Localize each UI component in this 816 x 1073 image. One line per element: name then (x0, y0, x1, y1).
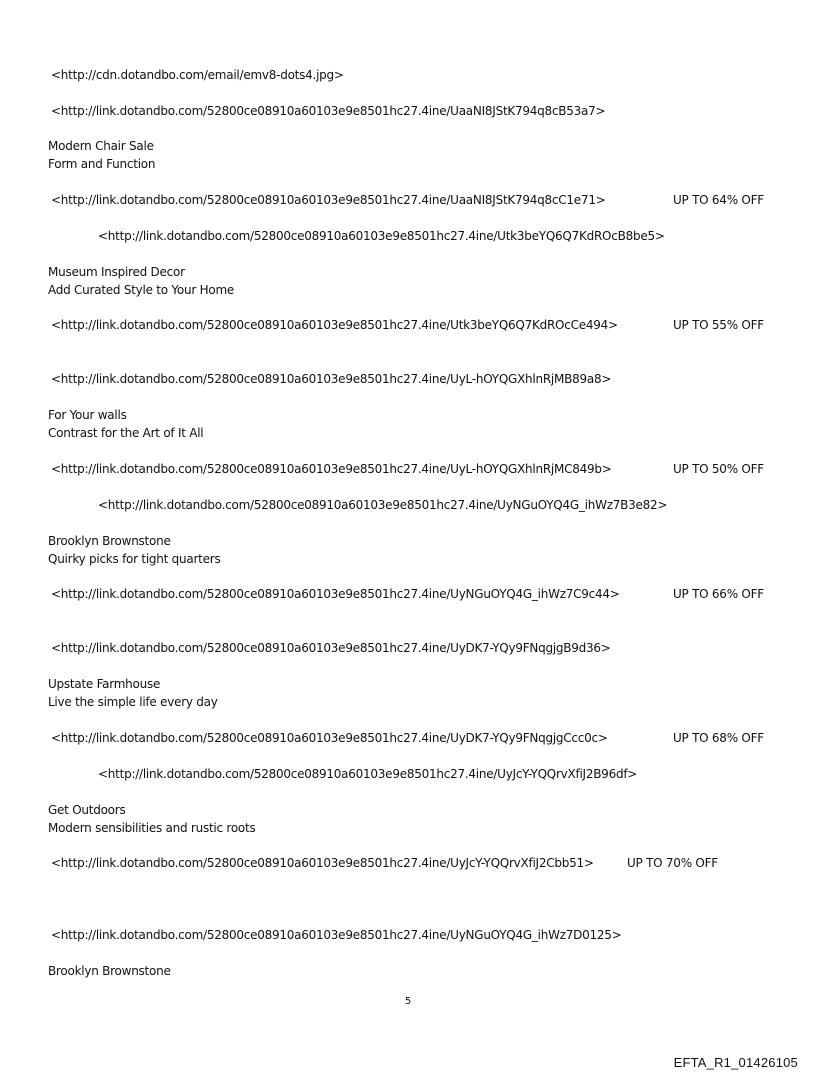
section-subtitle: Live the simple life every day (48, 695, 218, 709)
section-subtitle: Quirky picks for tight quarters (48, 552, 221, 566)
section-subtitle: Modern sensibilities and rustic roots (48, 821, 256, 835)
section-title: Get Outdoors (48, 803, 126, 817)
section-title: Brooklyn Brownstone (48, 534, 171, 548)
discount-label: UP TO 64% OFF (673, 193, 764, 207)
link-line[interactable]: <http://link.dotandbo.com/52800ce08910a60103e9e8501hc27.4ine/UyDK7-YQy9FNqgjgB9d36> (51, 641, 611, 655)
link-line[interactable]: <http://link.dotandbo.com/52800ce08910a60103e9e8501hc27.4ine/UyDK7-YQy9FNqgjgCcc0c> (51, 731, 608, 745)
discount-label: UP TO 55% OFF (673, 318, 764, 332)
section-title: Modern Chair Sale (48, 139, 154, 153)
link-line[interactable]: <http://link.dotandbo.com/52800ce08910a60103e9e8501hc27.4ine/UyNGuOYQ4G_ihWz7D0125> (51, 928, 622, 942)
link-line[interactable]: <http://link.dotandbo.com/52800ce08910a60103e9e8501hc27.4ine/UyNGuOYQ4G_ihWz7C9c44> (51, 587, 620, 601)
discount-label: UP TO 68% OFF (673, 731, 764, 745)
link-line[interactable]: <http://link.dotandbo.com/52800ce08910a60103e9e8501hc27.4ine/UyL-hOYQGXhlnRjMC849b> (51, 462, 612, 476)
section-title: Brooklyn Brownstone (48, 964, 171, 978)
link-line[interactable]: <http://link.dotandbo.com/52800ce08910a60103e9e8501hc27.4ine/UaaNI8JStK794q8cC1e71> (51, 193, 606, 207)
page-number: 5 (404, 996, 412, 1007)
link-line[interactable]: <http://link.dotandbo.com/52800ce08910a60103e9e8501hc27.4ine/Utk3beYQ6Q7KdROcCe494> (51, 318, 618, 332)
link-line[interactable]: <http://link.dotandbo.com/52800ce08910a60103e9e8501hc27.4ine/UyL-hOYQGXhlnRjMB89a8> (51, 372, 612, 386)
section-subtitle: Add Curated Style to Your Home (48, 283, 235, 297)
link-line[interactable]: <http://link.dotandbo.com/52800ce08910a60103e9e8501hc27.4ine/UyJcY-YQQrvXfiJ2B96df> (98, 767, 638, 781)
discount-label: UP TO 70% OFF (627, 856, 718, 870)
link-line[interactable]: <http://link.dotandbo.com/52800ce08910a60103e9e8501hc27.4ine/UyJcY-YQQrvXfiJ2Cbb51> (51, 856, 594, 870)
image-link-line[interactable]: <http://cdn.dotandbo.com/email/emv8-dots4.jpg> (51, 68, 344, 82)
section-title: Upstate Farmhouse (48, 677, 161, 691)
discount-label: UP TO 50% OFF (673, 462, 764, 476)
document-id: EFTA_R1_01426105 (673, 1055, 798, 1070)
section-subtitle: Contrast for the Art of It All (48, 426, 204, 440)
link-line[interactable]: <http://link.dotandbo.com/52800ce08910a60103e9e8501hc27.4ine/Utk3beYQ6Q7KdROcB8be5> (98, 229, 665, 243)
link-line[interactable]: <http://link.dotandbo.com/52800ce08910a60103e9e8501hc27.4ine/UyNGuOYQ4G_ihWz7B3e82> (98, 498, 668, 512)
section-title: For Your walls (48, 408, 127, 422)
section-title: Museum Inspired Decor (48, 265, 185, 279)
section-subtitle: Form and Function (48, 157, 156, 171)
discount-label: UP TO 66% OFF (673, 587, 764, 601)
link-line[interactable]: <http://link.dotandbo.com/52800ce08910a60103e9e8501hc27.4ine/UaaNI8JStK794q8cB53a7> (51, 104, 606, 118)
